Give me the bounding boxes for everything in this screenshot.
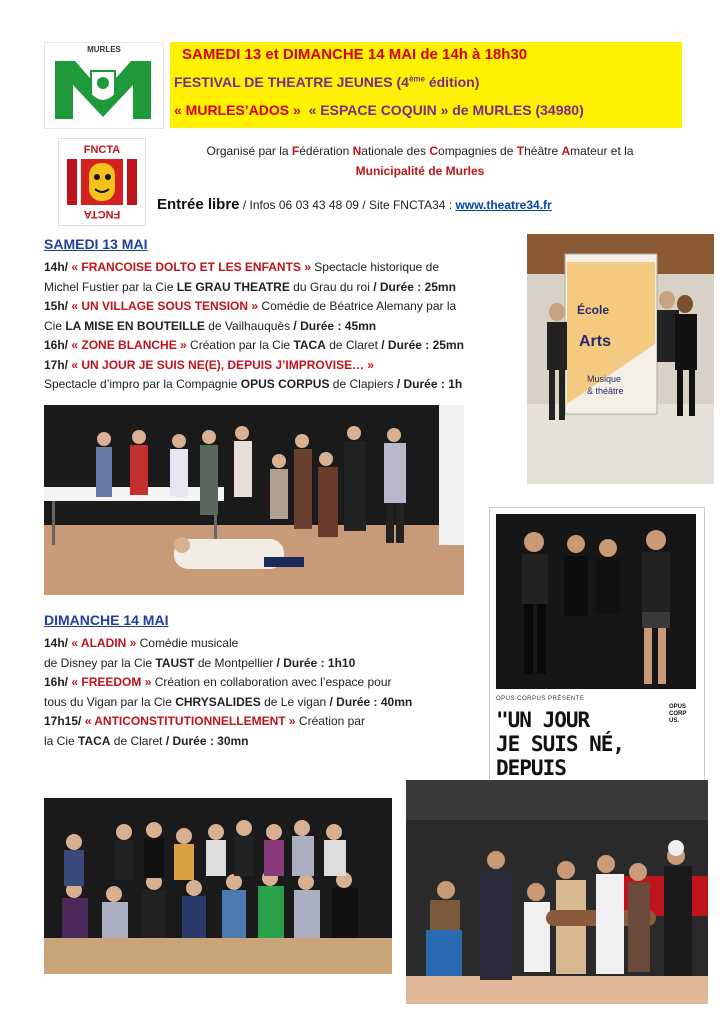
item-desc: Comédie de Béatrice Alemany par la — [258, 299, 457, 313]
item-show: « FRANCOISE DOLTO ET LES ENFANTS » — [71, 260, 311, 274]
item-duration: / Durée : 25mn — [381, 338, 464, 352]
item-place: de Clapiers — [329, 377, 397, 391]
school-photo-image — [527, 234, 714, 484]
item-desc: Spectacle historique de — [310, 260, 440, 274]
entry-label: Entrée libre — [157, 196, 240, 213]
item-time: 15h/ — [44, 299, 72, 313]
fncta-logo — [58, 138, 146, 226]
entry-line — [157, 196, 552, 213]
item-desc: Création par — [295, 714, 365, 728]
item-company: LE GRAU THEATRE — [176, 279, 290, 294]
troupe-photo — [44, 770, 392, 974]
item-time: 17h/ — [44, 357, 72, 372]
festival-banner — [170, 42, 682, 128]
item-desc2: la Cie — [44, 733, 79, 748]
item-duration: / Durée : 1h — [396, 377, 463, 391]
festival-venue-line — [174, 102, 584, 118]
item-show: « ZONE BLANCHE » — [71, 338, 187, 352]
item-place: de Claret — [110, 733, 166, 748]
item-company: CHRYSALIDES — [175, 694, 261, 709]
sunday-program — [44, 634, 464, 751]
saturday-title: SAMEDI 13 MAI — [44, 236, 148, 252]
site-link[interactable]: www.theatre34.fr — [455, 198, 552, 212]
item-time: 17h15/ — [44, 714, 85, 728]
item-company: LA MISE EN BOUTEILLE — [65, 318, 205, 333]
troupe-photo-image — [44, 770, 392, 974]
item-desc2: de Disney par la Cie — [44, 655, 156, 670]
letter-f: F — [291, 144, 300, 158]
item-duration: / Durée : 30mn — [165, 733, 249, 748]
program-item — [44, 712, 464, 751]
item-duration: / Durée : 1h10 — [276, 655, 356, 670]
organiser-text — [160, 141, 680, 181]
item-show: « ALADIN » — [71, 636, 137, 650]
item-desc2: tous du Vigan par la Cie — [44, 694, 176, 709]
murles-m-emblem — [53, 59, 153, 121]
fncta-text-top: FNCTA — [83, 144, 121, 156]
item-desc2: Cie — [44, 318, 66, 333]
word-federation: édération — [299, 144, 353, 158]
program-item — [44, 258, 524, 297]
word-nationale: ationale des — [361, 144, 430, 158]
school-banner-line4: & théâtre — [587, 386, 624, 396]
organiser-prefix: Organisé par la — [206, 144, 292, 158]
item-desc2: Spectacle d’impro par la Compagnie — [44, 377, 241, 391]
festival-name — [174, 74, 479, 90]
item-show: « UN JOUR JE SUIS NE(E), DEPUIS J’IMPROVISE… » — [71, 357, 375, 372]
rehearsal-photo-image — [44, 405, 464, 595]
item-duration: / Durée : 25mn — [373, 279, 456, 294]
poster-presents: OPUS CORPUS PRÉSENTE — [496, 696, 585, 702]
opus-corpus-logo — [669, 704, 699, 725]
item-company: TACA — [293, 338, 326, 352]
festival-dates: SAMEDI 13 et DIMANCHE 14 MAI de 14h à 18h30 — [182, 46, 528, 63]
saturday-program — [44, 258, 524, 395]
festival-title: FESTIVAL DE THEATRE JEUNES — [174, 74, 393, 90]
murles-logo-caption: MURLES — [87, 45, 121, 54]
organiser-line2: Municipalité de Murles — [355, 164, 485, 178]
item-show: « ANTICONSTITUTIONNELLEMENT » — [84, 714, 296, 728]
item-time: 14h/ — [44, 260, 72, 274]
word-amateur: mateur et la — [570, 144, 634, 158]
opus-logo-line2: CORP — [669, 711, 687, 717]
letter-n: N — [352, 144, 362, 158]
poster-title-line3: DEPUIS — [496, 756, 566, 780]
item-desc2: Michel Fustier par la Cie — [44, 279, 177, 294]
edition-word: édition) — [424, 74, 480, 90]
murles-logo — [44, 42, 164, 129]
item-place: de Le vigan — [260, 694, 330, 709]
item-place: du Grau du roi — [289, 279, 374, 294]
program-item — [44, 634, 464, 673]
letter-c: C — [429, 144, 439, 158]
word-theatre: héâtre — [524, 144, 562, 158]
fncta-mask-icon — [59, 139, 145, 225]
school-banner-line3: Musique — [587, 374, 622, 384]
poster-title-line1: "UN JOUR — [496, 708, 590, 732]
poster-title-line2: JE SUIS NÉ, — [496, 732, 625, 756]
program-item — [44, 356, 524, 395]
organiser-line1 — [160, 141, 680, 161]
item-place: de Claret — [325, 338, 382, 352]
letter-a: A — [561, 144, 571, 158]
school-photo — [527, 234, 714, 484]
event-name: « MURLES’ADOS » — [174, 102, 301, 118]
item-duration: / Durée : 40mn — [329, 694, 413, 709]
opus-corpus-poster — [489, 507, 705, 814]
item-show: « FREEDOM » — [71, 675, 152, 689]
program-item — [44, 673, 464, 712]
item-place: de Vailhauquès — [204, 318, 294, 333]
school-banner-line2: Arts — [579, 333, 612, 350]
sunday-title: DIMANCHE 14 MAI — [44, 612, 169, 628]
item-desc: Comédie musicale — [136, 636, 239, 650]
item-company: TACA — [78, 733, 111, 748]
item-company: TAUST — [155, 655, 195, 670]
edition-number: (4 — [396, 74, 409, 90]
item-show: « UN VILLAGE SOUS TENSION » — [71, 299, 259, 313]
item-company: OPUS CORPUS — [240, 377, 330, 391]
item-desc: Création en collaboration avec l’espace pour — [151, 675, 392, 689]
item-place: de Montpellier — [194, 655, 277, 670]
item-desc: Création par la Cie — [186, 338, 294, 352]
fncta-text-bottom: FNCTA — [83, 208, 121, 220]
cast-photo-image — [406, 780, 708, 1004]
opus-logo-line1: OPUS — [669, 704, 687, 710]
item-time: 16h/ — [44, 338, 72, 352]
program-item — [44, 336, 524, 356]
word-compagnies: ompagnies de — [438, 144, 517, 158]
item-time: 16h/ — [44, 675, 72, 689]
poster-photo — [496, 514, 696, 689]
item-duration: / Durée : 45mn — [293, 318, 377, 333]
cast-photo — [406, 780, 708, 1004]
program-item — [44, 297, 524, 336]
venue: « ESPACE COQUIN » de MURLES (34980) — [308, 102, 584, 118]
letter-t: T — [516, 144, 525, 158]
edition-sup: ème — [408, 74, 425, 84]
item-time: 14h/ — [44, 636, 72, 650]
poster-photo-image — [496, 514, 696, 689]
rehearsal-photo — [44, 405, 464, 595]
school-banner-line1: École — [577, 303, 610, 317]
opus-logo-line3: US. — [669, 718, 680, 724]
entry-infos: / Infos 06 03 43 48 09 / Site FNCTA34 : — [239, 198, 456, 212]
